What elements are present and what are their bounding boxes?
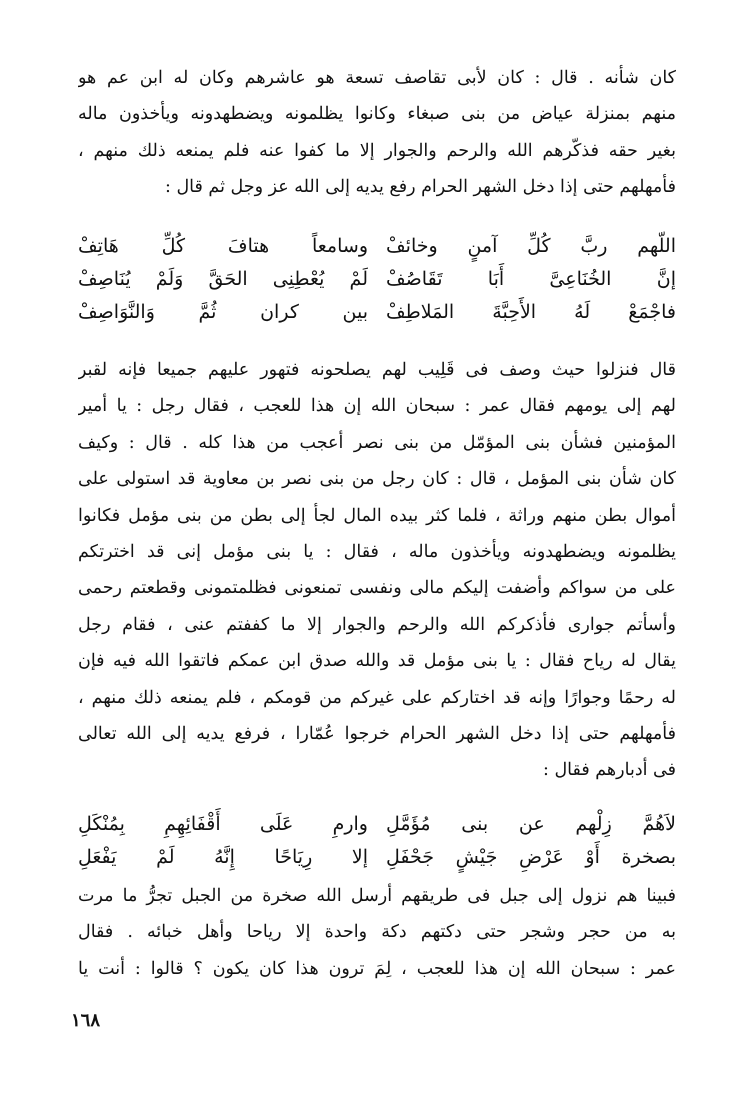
verse-line: [78, 263, 676, 296]
text-line: المؤمنين فشأن بنى المؤمّل من بنى نصر أعجب من هذا كله . قال : وكيف: [78, 432, 676, 453]
verse-first-hemistich: اللّهم ربَّ كُلِّ آمنٍ وخائفْ: [386, 235, 676, 257]
text-line: بغير حقه فذكّرهم الله والرحم والجوار إلا ما كفوا عنه فلم يمنعه ذلك منهم ،: [78, 140, 676, 161]
text-line: فبينا هم نزول إلى جبل فى طريقهم أرسل الله صخرة من الجبل تجرُّ ما مرت: [78, 886, 676, 906]
paragraph-2: [78, 352, 676, 789]
text-line: يقال له رياح فقال : يا بنى مؤمل قد والله صدق ابن عمكم فاتقوا الله فيه فإن: [78, 651, 676, 672]
verse-second-hemistich: إلا رِيَاحًا إِنَّهُ لَمْ يَفْعَلِ: [78, 846, 368, 868]
text-line: عمر : سبحان الله إن هذا للعجب ، لِمَ ترون هذا كان يكون ؟ قالوا : أنت يا: [78, 958, 676, 979]
verse-first-hemistich: فاجْمَعْ لَهُ الأَحِبَّةَ المَلاطِفْ: [386, 301, 676, 323]
paragraph-3: [78, 878, 676, 987]
text-line: فى أدبارهم فقال :: [543, 760, 676, 781]
verse-second-hemistich: وارمِ عَلَى أَقْفَائِهِمِ بِمُنْكَلِ: [78, 813, 368, 835]
text-line: فأمهلهم حتى إذا دخل الشهر الحرام رفع يديه إلى الله عز وجل ثم قال :: [165, 177, 676, 198]
text-line: يظلمونه ويضطهدونه ويأخذون ماله ، فقال : يا بنى مؤمل إنى قد اخترتكم: [78, 541, 676, 562]
text-line: كان شأن بنى المؤمل ، قال : كان رجل من بنى نصر بن معاوية قد استولى على: [78, 469, 676, 490]
verse-line: [78, 841, 676, 874]
verse-first-hemistich: بصخرة أَوْ عَرْضِ جَيْشٍ جَحْفَلِ: [386, 846, 676, 868]
verse-second-hemistich: وسامعاً هتافَ كُلِّ هَاتِفْ: [78, 235, 368, 257]
text-line: منهم بمنزلة عياض من بنى صبغاء وكانوا يظلمونه ويضطهدونه ويأخذون ماله: [78, 104, 676, 125]
verse-first-hemistich: إنَّ الخُنَاعِىَّ أَبَا تَقَاصُفْ: [386, 268, 676, 290]
text-line: أموال بطن منهم وراثة ، فلما كثر بيده المال لجأ إلى بطن من بنى مؤمل فكانوا: [78, 505, 676, 526]
page-number: ١٦٨: [70, 1010, 100, 1031]
verse-line: [78, 296, 676, 329]
text-line: كان شأنه . قال : كان لأبى تقاصف تسعة هو عاشرهم وكان له ابن عم هو: [78, 68, 676, 88]
verse-first-hemistich: لاَهُمَّ زِلْهم عن بنى مُؤَمَّلِ: [386, 813, 676, 835]
text-line: لهم إلى يومهم فقال عمر : سبحان الله إن هذا للعجب ، فقال رجل : يا أمير: [78, 396, 676, 417]
verse-second-hemistich: بين كران ثُمَّ وَالنَّوَاصِفْ: [78, 301, 368, 323]
verse-second-hemistich: لَمْ يُعْطِنِى الحَقَّ وَلَمْ يُنَاصِفْ: [78, 268, 368, 290]
text-line: قال فنزلوا حيث وصف فى قَلِيب لهم يصلحونه فتهور عليهم جميعا فإنه لقبر: [78, 360, 676, 380]
text-line: فأمهلهم حتى إذا دخل الشهر الحرام خرجوا عُمّارا ، فرفع يديه إلى الله تعالى: [78, 723, 676, 744]
text-line: على من سواكم وأضفت إليكم مالى ونفسى تمنعونى فظلمتمونى وقطعتم رحمى: [78, 578, 676, 599]
paragraph-1: [78, 60, 676, 206]
poem-1: [78, 230, 676, 329]
verse-line: [78, 808, 676, 841]
text-line: له رحمًا وجوارًا وإنه قد اختاركم على غيركم من قومكم ، فلم يمنعه ذلك منهم ،: [78, 687, 676, 708]
text-line: به من حجر وشجر حتى دكتهم دكة واحدة إلا رياحا وأهل خبائه . فقال: [78, 922, 676, 943]
verse-line: [78, 230, 676, 263]
text-line: وأسأتم جوارى فأذكركم الله والرحم والجوار إلا ما كففتم عنى ، فقام رجل: [78, 614, 676, 635]
poem-2: [78, 808, 676, 874]
